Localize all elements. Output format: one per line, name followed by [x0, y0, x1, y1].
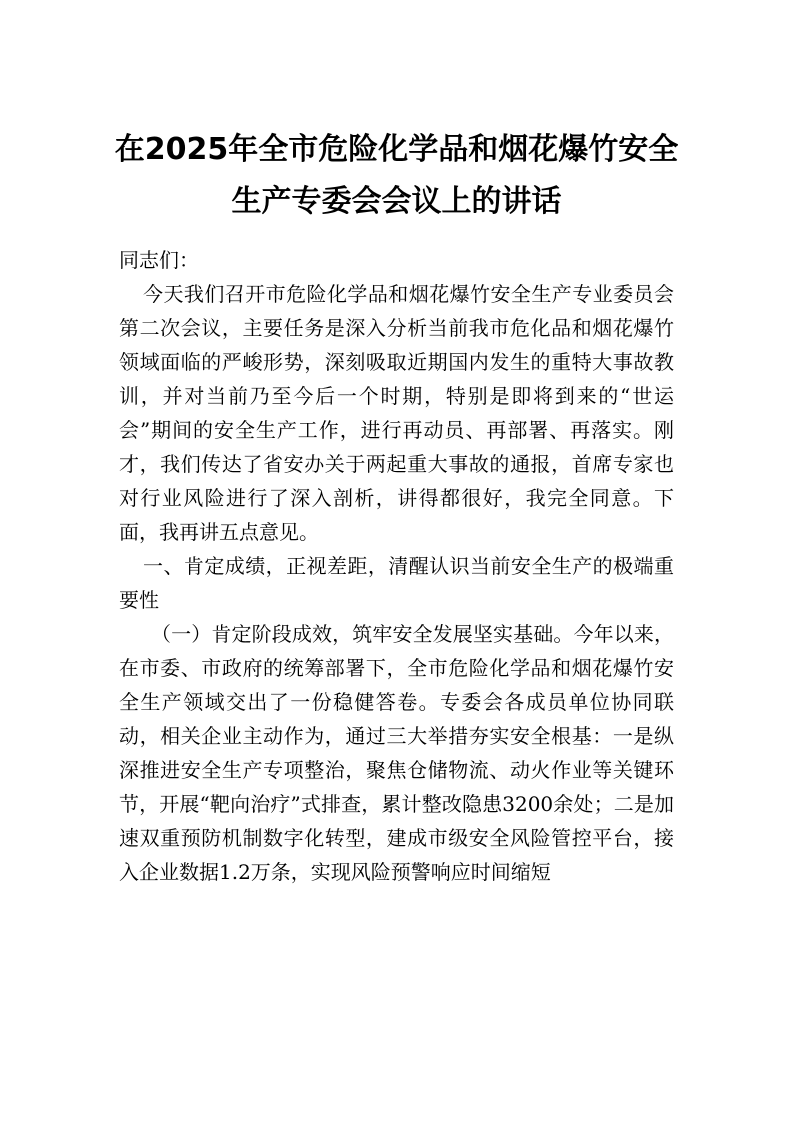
paragraph-subsection-1: （一）肯定阶段成效，筑牢安全发展坚实基础。今年以来，在市委、市政府的统筹部署下，全市危险化学品和烟花爆竹安全生产领域交出了一份稳健答卷。专委会各成员单位协同联动，相关企业主动作为，通过三大举措夯实安全根基：一是纵深推进安全生产专项整治，聚焦仓储物流、动火作业等关键环节，开展“靶向治疗”式排查，累计整改隐患3200余处；二是加速双重预防机制数字化转型，建成市级安全风险管控平台，接入企业数据1.2万条，实现风险预警响应时间缩短 — [119, 622, 674, 884]
document-title-line-1: 在2025年全市危险化学品和烟花爆竹安全 — [114, 132, 679, 167]
document-title-line-2: 生产专委会会议上的讲话 — [231, 184, 562, 219]
section-heading-1: 一、肯定成绩，正视差距，清醒认识当前安全生产的极端重要性 — [119, 554, 674, 612]
salutation: 同志们： — [119, 248, 199, 272]
paragraph-intro: 今天我们召开市危险化学品和烟花爆竹安全生产专业委员会第二次会议，主要任务是深入分析当前我市危化品和烟花爆竹领域面临的严峻形势，深刻吸取近期国内发生的重特大事故教训，并对当前乃至今后一个时期，特别是即将到来的“世运会”期间的安全生产工作，进行再动员、再部署、再落实。刚才，我们传达了省安办关于两起重大事故的通报，首席专家也对行业风险进行了深入剖析，讲得都很好，我完全同意。下面，我再讲五点意见。 — [119, 282, 674, 544]
document-body — [119, 243, 674, 889]
